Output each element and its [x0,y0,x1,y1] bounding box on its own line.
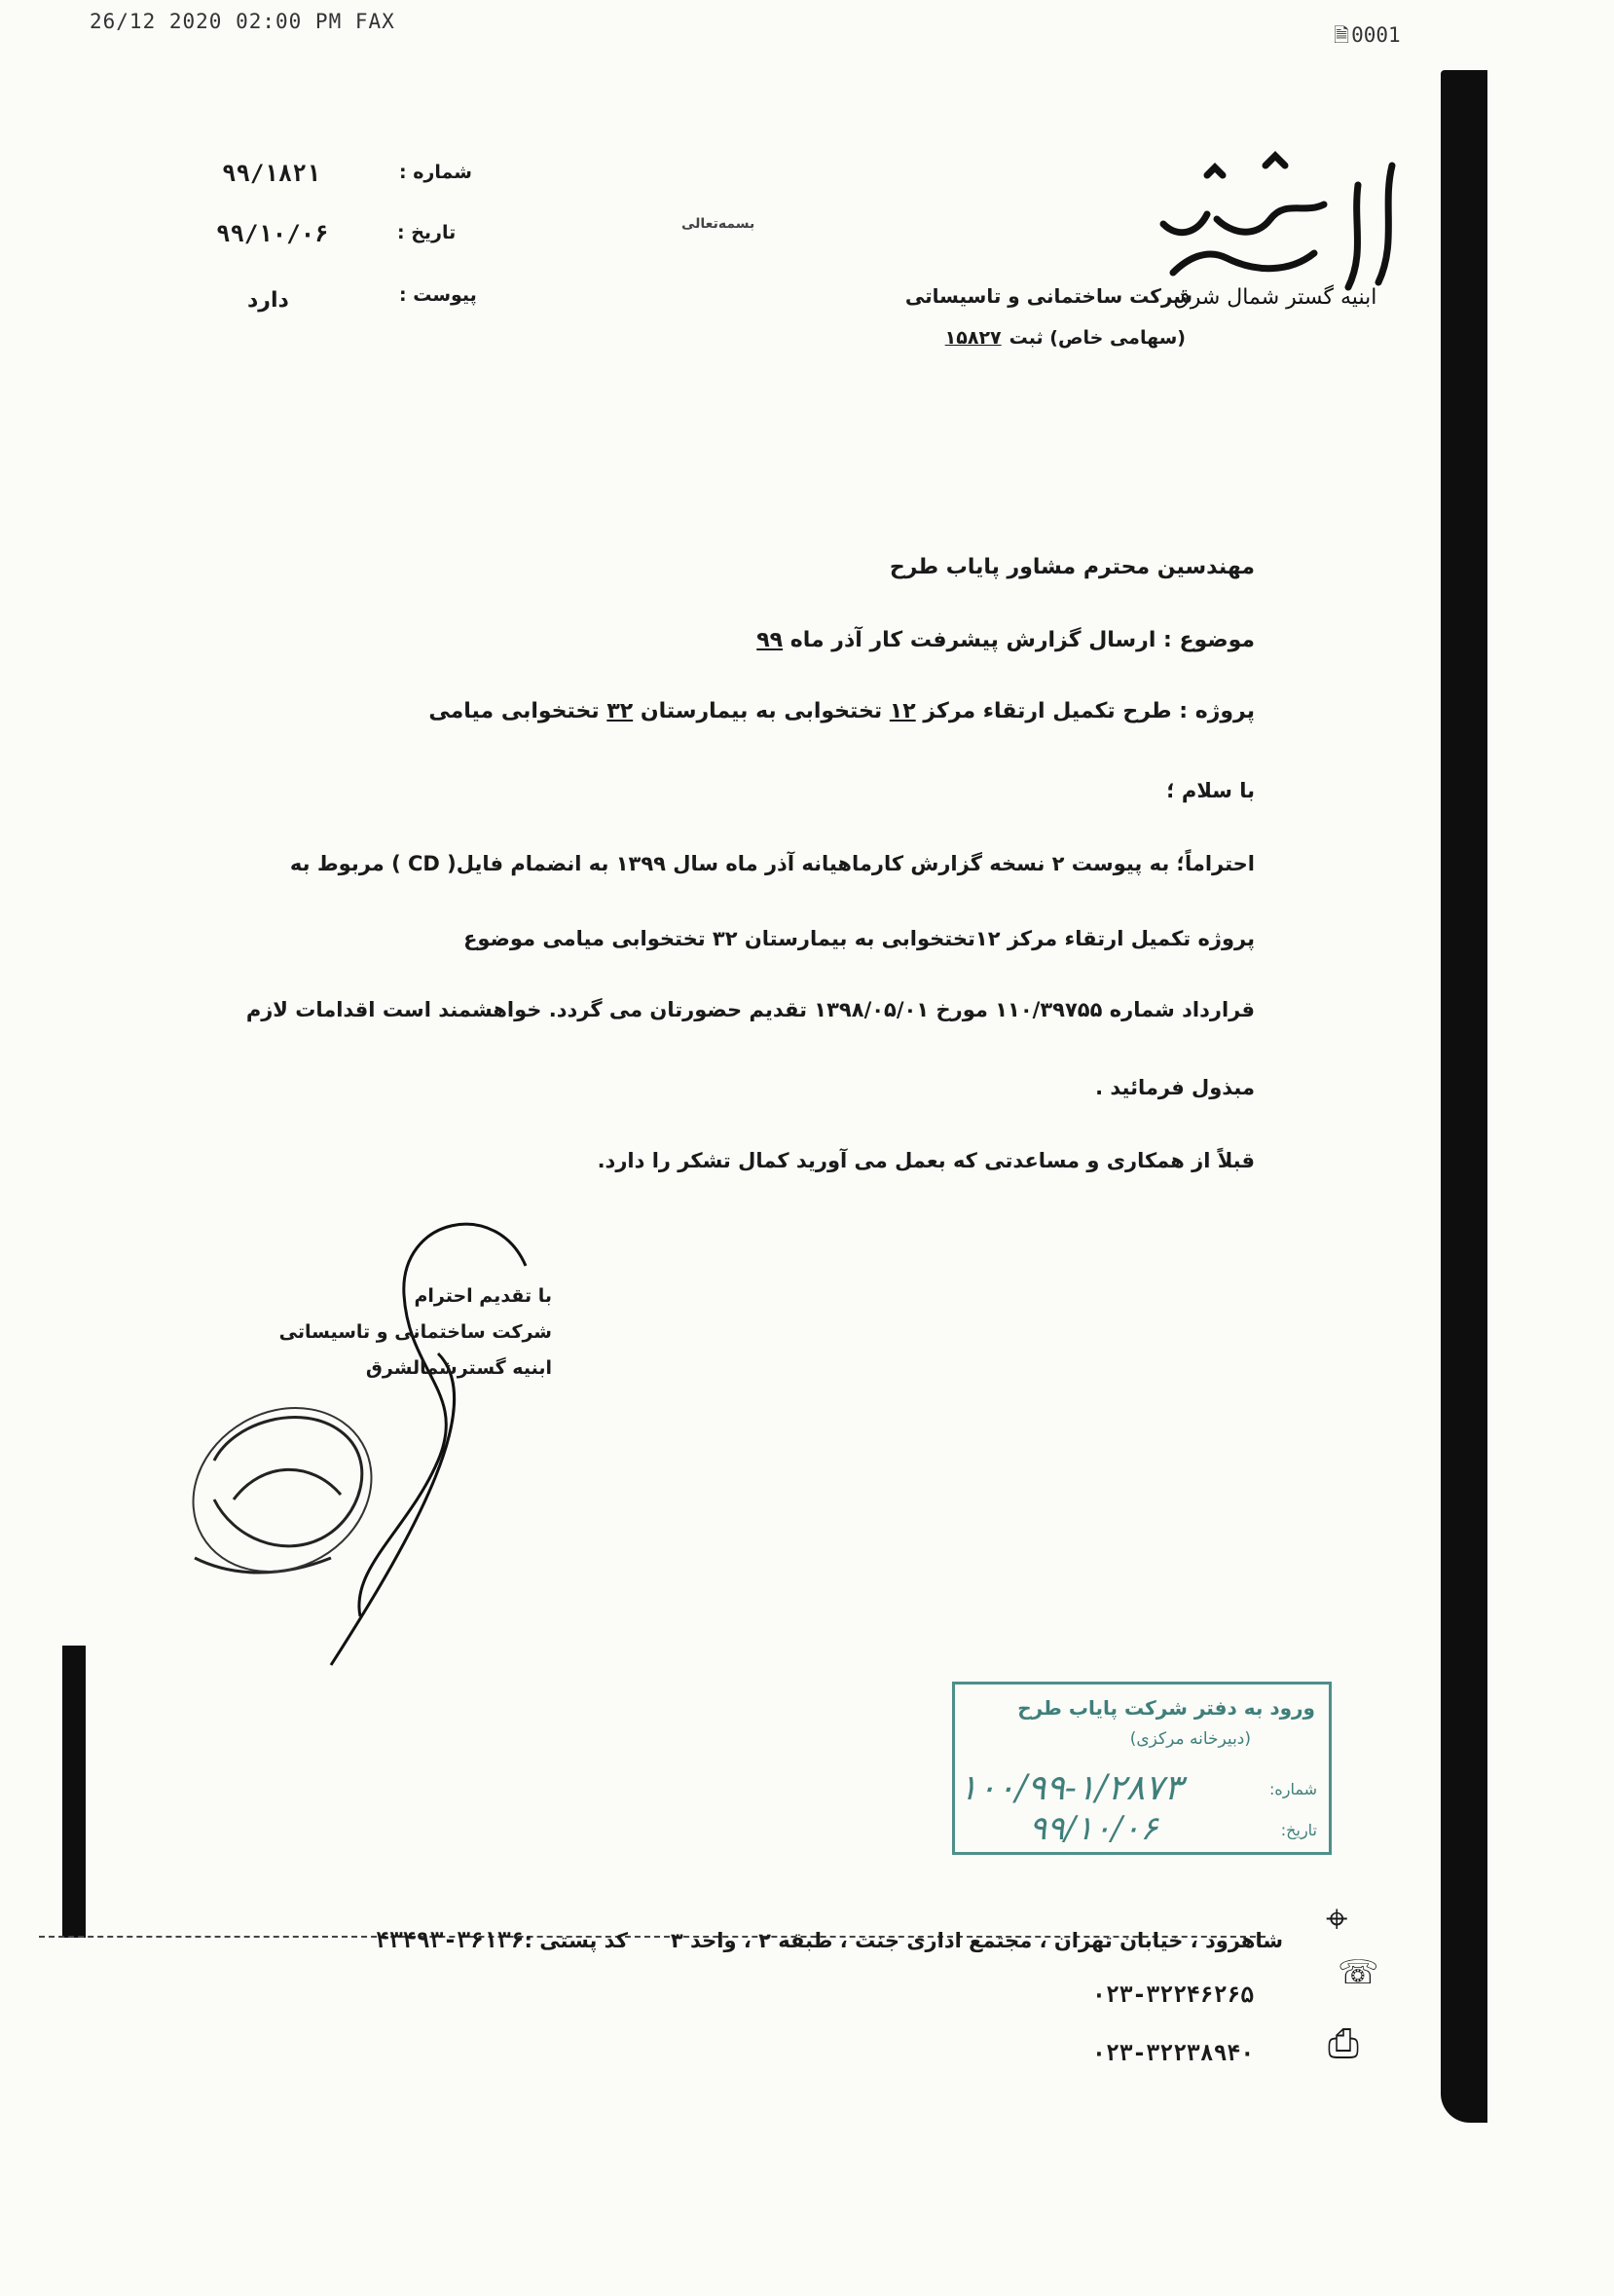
postal-code: ۳۶۱۳۶-۴۳۴۹۳ [376,1928,525,1953]
paragraph-line-4: مبذول فرمائید . [1095,1076,1255,1099]
subject-text: موضوع : ارسال گزارش پیشرفت کار آذر ماه [789,628,1255,652]
fax-icon: ⎙ [1328,2021,1359,2066]
signature-line-2: شرکت ساختمانی و تاسیساتی [278,1321,552,1343]
project-text-a: پروژه : طرح تکمیل ارتقاء مرکز [923,699,1255,723]
page-number [1334,21,1401,55]
signature-and-seal [175,1207,545,1675]
fax-number: ۰۲۳-۳۲۲۳۸۹۴۰ [1092,2041,1255,2066]
page-number-value: 0001 [1351,23,1401,47]
number-label: شماره : [399,162,472,183]
date-value: ۹۹/۱۰/۰۶ [216,220,329,247]
receipt-stamp [952,1682,1332,1855]
number-value: ۹۹/۱۸۲۱ [222,160,321,187]
paragraph-line-1: احتراماً؛ به پیوست ۲ نسخه گزارش کارماهیانه آذر ماه سال ۱۳۹۹ به انضمام فایل( CD ) مربوط به [289,852,1255,875]
left-black-band [62,1646,86,1938]
receipt-date-value: ۹۹/۱۰/۰۶ [1029,1809,1158,1848]
footer-address: شاهرود ، خیابان تهران ، مجتمع اداری جنت ، طبقه ۲ ، واحد ۳ [670,1929,1283,1952]
receipt-subtitle: (دبیرخانه مرکزی) [1129,1729,1251,1749]
signature-line-3: ابنیه گسترشمالشرق [365,1357,552,1379]
receipt-title: ورود به دفتر شرکت پایاب طرح [1017,1696,1315,1720]
phone-icon: ☏ [1338,1953,1379,1992]
registration-label: (سهامی خاص) ثبت [1009,327,1186,349]
date-label: تاریخ : [397,222,457,243]
basmala-stamp: بسمه‌تعالی [681,216,755,232]
paragraph-line-3: قرارداد شماره ۱۱۰/۳۹۷۵۵ مورخ ۱۳۹۸/۰۵/۰۱ تقدیم حضورتان می گردد. خواهشمند است اقدامات لازم [245,998,1255,1021]
logo-lettering: ابنیه گستر شمال شرق [1173,285,1377,310]
receipt-date-label: تاریخ: [1280,1821,1317,1839]
fax-header: 26/12 2020 02:00 PM FAX [90,10,395,33]
attachment-label: پیوست : [399,284,477,306]
registration-number: ۱۵۸۲۷ [944,327,1002,349]
greeting: با سلام ؛ [1166,779,1255,802]
company-name-line: شرکت ساختمانی و تاسیساتی [904,284,1192,308]
closing-line: قبلاً از همکاری و مساعدتی که بعمل می آورید کمال تشکر را دارد. [597,1149,1255,1172]
location-pin-icon: ⌖ [1326,1897,1348,1942]
project-num-1: ۱۲ [889,699,916,723]
postal-label: کد پستی : [524,1929,628,1952]
right-black-band [1441,70,1487,2123]
phone-number: ۰۲۳-۳۲۲۴۶۲۶۵ [1092,1982,1255,2008]
footer-address-line [376,1928,1283,1953]
receipt-number-label: شماره: [1268,1780,1317,1798]
project-text-b: تختخوابی به بیمارستان [640,699,883,723]
subject-line [756,628,1255,652]
page-icon: 🗎 [1334,23,1350,47]
project-text-c: تختخوابی میامی [428,699,600,723]
attachment-value: دارد [247,288,289,313]
paragraph-line-2: پروژه تکمیل ارتقاء مرکز ۱۲تختخوابی به بیمارستان ۳۲ تختخوابی میامی موضوع [463,927,1255,950]
company-registration [945,327,1186,349]
project-line [428,699,1255,723]
subject-year: ۹۹ [756,628,784,652]
addressee: مهندسین محترم مشاور پایاب طرح [889,555,1255,579]
receipt-number-value: ۱۰۰/۹۹-۱/۲۸۷۳ [959,1768,1183,1808]
signature-block [279,1278,552,1387]
signature-line-1: با تقدیم احترام [414,1285,552,1307]
project-num-2: ۳۲ [606,699,634,723]
